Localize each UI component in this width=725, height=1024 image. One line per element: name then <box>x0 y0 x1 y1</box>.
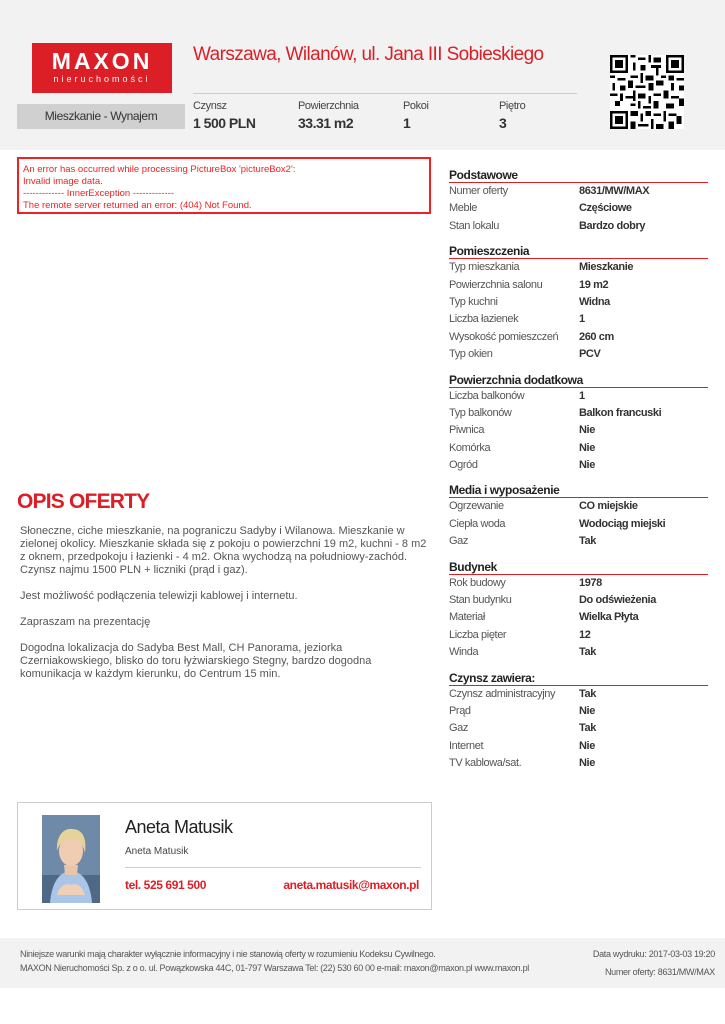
detail-label: Internet <box>449 739 484 752</box>
detail-row <box>449 609 708 626</box>
description-text <box>20 525 432 694</box>
qr-code-icon <box>610 55 684 129</box>
detail-row <box>449 738 708 755</box>
detail-row <box>449 516 708 533</box>
detail-value: Wodociąg miejski <box>579 517 666 530</box>
detail-label: Komórka <box>449 441 491 454</box>
footer-print-date: Data wydruku: 2017-03-03 19:20 <box>592 949 715 959</box>
details-section <box>449 483 708 550</box>
detail-value: PCV <box>579 348 601 361</box>
detail-value: Częściowe <box>579 202 632 215</box>
logo-name: MAXON <box>51 48 153 74</box>
detail-value: Widna <box>579 295 610 308</box>
detail-value: 1 <box>579 313 585 326</box>
detail-value: Tak <box>579 722 596 735</box>
detail-value: Tak <box>579 646 596 659</box>
detail-row <box>449 533 708 550</box>
detail-value: Tak <box>579 535 596 548</box>
detail-label: Gaz <box>449 722 468 735</box>
detail-label: Czynsz administracyjny <box>449 687 556 700</box>
detail-value: Nie <box>579 704 595 717</box>
detail-value: Nie <box>579 459 595 472</box>
detail-label: Piwnica <box>449 424 485 437</box>
footer <box>0 938 725 988</box>
detail-row <box>449 575 708 592</box>
description-paragraph: Zapraszam na prezentację <box>20 616 151 628</box>
detail-label: Ciepła woda <box>449 517 506 530</box>
detail-row <box>449 627 708 644</box>
detail-row <box>449 498 708 515</box>
section-title: Media i wyposażenie <box>449 483 708 498</box>
detail-row <box>449 218 708 235</box>
detail-label: Typ okien <box>449 348 493 361</box>
detail-value: 1 <box>579 389 585 402</box>
detail-label: Ogrzewanie <box>449 500 504 513</box>
stat-label: Powierzchnia <box>298 100 359 112</box>
detail-row <box>449 346 708 363</box>
detail-label: Numer oferty <box>449 185 508 197</box>
detail-label: Typ kuchni <box>449 295 498 308</box>
stat-floor <box>499 100 525 131</box>
error-line: An error has occurred while processing PictureBox 'pictureBox2': <box>23 164 296 175</box>
footer-disclaimer: Niniejsze warunki mają charakter wyłącznie informacyjny i nie stanowią oferty w rozumieniu Kodeksu Cywilnego. <box>20 949 436 959</box>
detail-value: Balkon francuski <box>579 406 662 419</box>
details-section <box>449 373 708 475</box>
detail-label: Prąd <box>449 704 471 717</box>
section-title: Pomieszczenia <box>449 244 708 259</box>
detail-label: Stan budynku <box>449 594 512 607</box>
detail-row <box>449 277 708 294</box>
description-paragraph: Jest możliwość podłączenia telewizji kablowej i internetu. <box>20 590 298 602</box>
detail-row <box>449 311 708 328</box>
detail-row <box>449 183 708 200</box>
agent-photo <box>42 815 100 903</box>
detail-value: Tak <box>579 687 596 700</box>
detail-row <box>449 422 708 439</box>
agent-phone-link[interactable]: tel. 525 691 500 <box>125 878 207 892</box>
stat-value: 1 <box>403 115 411 131</box>
detail-label: Winda <box>449 646 479 659</box>
stat-area <box>298 100 359 131</box>
agent-subtitle: Aneta Matusik <box>125 846 189 857</box>
image-error-message <box>17 157 431 214</box>
detail-row <box>449 686 708 703</box>
detail-label: Liczba łazienek <box>449 313 519 326</box>
error-line: The remote server returned an error: (404) Not Found. <box>23 200 252 211</box>
detail-label: Typ balkonów <box>449 406 512 419</box>
detail-row <box>449 703 708 720</box>
details-section <box>449 560 708 662</box>
divider <box>125 867 421 868</box>
detail-value: 12 <box>579 628 591 641</box>
detail-value: 1978 <box>579 576 602 589</box>
detail-label: Powierzchnia salonu <box>449 278 543 291</box>
detail-value: Nie <box>579 757 595 770</box>
stat-value: 33.31 m2 <box>298 115 354 131</box>
detail-label: Typ mieszkania <box>449 261 520 274</box>
stat-rent <box>193 100 255 131</box>
error-line: ------------- InnerException ------------- <box>23 188 174 199</box>
detail-label: Gaz <box>449 535 468 548</box>
detail-row <box>449 259 708 276</box>
agent-name: Aneta Matusik <box>125 817 233 837</box>
detail-value: Wielka Płyta <box>579 611 639 624</box>
detail-label: Meble <box>449 202 477 215</box>
listing-type-badge: Mieszkanie - Wynajem <box>17 104 185 129</box>
detail-row <box>449 755 708 772</box>
error-line: Invalid image data. <box>23 176 103 187</box>
description-paragraph: Słoneczne, ciche mieszkanie, na pograniczu Sadyby i Wilanowa. Mieszkanie w zielonej okolicy. Mieszkanie składa się z pokoju o powierzchni 19 m2, kuchni - 8 m2 z oknem, przedpokoju i łazienki - 4 m2. Okna wychodzą na południowy-zachód. Czynsz najmu 1500 PLN + liczniki (prąd i gaz). <box>20 525 427 576</box>
detail-row <box>449 720 708 737</box>
detail-row <box>449 644 708 661</box>
section-title: Budynek <box>449 560 708 575</box>
details-section <box>449 671 708 773</box>
detail-label: Ogród <box>449 459 478 472</box>
agent-email-link[interactable]: aneta.matusik@maxon.pl <box>283 878 419 892</box>
stat-label: Pokoi <box>403 100 429 112</box>
divider <box>193 93 577 94</box>
stat-label: Czynsz <box>193 100 227 112</box>
detail-value: Nie <box>579 739 595 752</box>
description-paragraph: Dogodna lokalizacja do Sadyba Best Mall, CH Panorama, jeziorka Czerniakowskiego, blisko do toru łyżwiarskiego Stegny, bardzo dogodna komunikacja w każdym kierunku, do Centrum 15 min. <box>20 642 372 680</box>
detail-row <box>449 388 708 405</box>
detail-row <box>449 200 708 217</box>
section-title: Podstawowe <box>449 168 708 183</box>
description-title: OPIS OFERTY <box>17 490 150 513</box>
detail-label: Liczba balkonów <box>449 389 525 402</box>
details-section <box>449 244 708 363</box>
details-panel <box>449 168 708 782</box>
detail-value: Bardzo dobry <box>579 219 646 232</box>
detail-value: Nie <box>579 441 595 454</box>
stat-value: 1 500 PLN <box>193 115 256 131</box>
detail-value: 8631/MW/MAX <box>579 185 650 197</box>
detail-label: Wysokość pomieszczeń <box>449 330 559 343</box>
agent-card <box>17 802 432 910</box>
detail-value: CO miejskie <box>579 500 638 513</box>
detail-value: Do odświeżenia <box>579 594 656 607</box>
detail-row <box>449 440 708 457</box>
detail-label: TV kablowa/sat. <box>449 757 522 770</box>
detail-row <box>449 294 708 311</box>
footer-company: MAXON Nieruchomości Sp. z o o. ul. Powązkowska 44C, 01-797 Warszawa Tel: (22) 530 60 00 e-mail: maxon@maxon.pl www.maxon.pl <box>20 963 529 973</box>
maxon-logo <box>32 43 172 93</box>
detail-label: Materiał <box>449 611 485 624</box>
footer-offer-number: Numer oferty: 8631/MW/MAX <box>604 967 715 977</box>
listing-address: Warszawa, Wilanów, ul. Jana III Sobieskiego <box>193 44 544 65</box>
stat-rooms <box>403 100 429 131</box>
logo-tagline: nieruchomości <box>53 74 151 84</box>
detail-label: Rok budowy <box>449 576 506 589</box>
detail-row <box>449 405 708 422</box>
detail-label: Liczba pięter <box>449 628 507 641</box>
detail-row <box>449 592 708 609</box>
section-title: Powierzchnia dodatkowa <box>449 373 708 388</box>
detail-label: Stan lokalu <box>449 219 500 232</box>
detail-value: 19 m2 <box>579 278 609 291</box>
section-title: Czynsz zawiera: <box>449 671 708 686</box>
detail-value: Nie <box>579 424 595 437</box>
detail-value: 260 cm <box>579 330 614 343</box>
stat-value: 3 <box>499 115 507 131</box>
stat-label: Piętro <box>499 100 526 112</box>
detail-row <box>449 457 708 474</box>
detail-row <box>449 329 708 346</box>
detail-value: Mieszkanie <box>579 261 634 274</box>
details-section <box>449 168 708 235</box>
